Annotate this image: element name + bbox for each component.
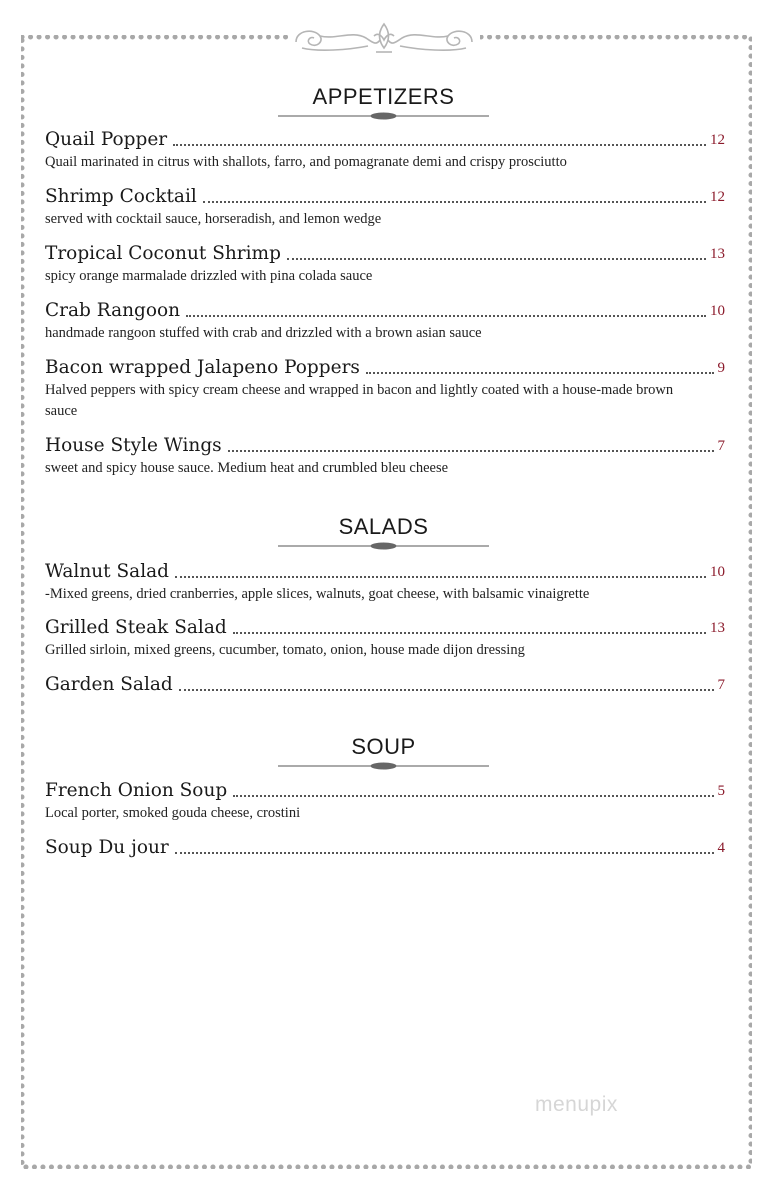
- item-price: 4: [717, 840, 725, 856]
- menu-item: [45, 673, 725, 697]
- item-name: Quail Popper: [45, 129, 168, 150]
- item-name: Garden Salad: [45, 674, 173, 695]
- item-price: 12: [710, 132, 725, 148]
- item-price: 7: [717, 677, 725, 693]
- dot-leader: [287, 258, 706, 260]
- menu-item: [45, 779, 725, 824]
- item-price: 5: [717, 783, 725, 799]
- dot-leader: [173, 144, 706, 146]
- item-name: Grilled Steak Salad: [45, 617, 227, 638]
- dot-leader: [175, 852, 714, 854]
- item-description: -Mixed greens, dried cranberries, apple slices, walnuts, goat cheese, with balsamic vinaigrette: [45, 586, 590, 602]
- menu-item: [45, 299, 725, 344]
- dot-leader: [366, 372, 714, 374]
- dot-leader: [179, 689, 714, 691]
- section-title-salads: SALADS: [338, 514, 429, 539]
- dot-leader: [203, 201, 706, 203]
- section-divider-ornament: [278, 111, 489, 121]
- item-name: Soup Du jour: [45, 837, 169, 858]
- item-price: 12: [710, 189, 725, 205]
- item-description: spicy orange marmalade drizzled with pina colada sauce: [45, 268, 373, 284]
- item-description: Local porter, smoked gouda cheese, crostini: [45, 805, 301, 821]
- item-price: 13: [710, 246, 725, 262]
- dot-leader: [228, 450, 714, 452]
- menu-item: [45, 434, 725, 479]
- item-price: 7: [717, 438, 725, 454]
- item-description: sweet and spicy house sauce. Medium heat and crumbled bleu cheese: [45, 460, 449, 476]
- dot-leader: [233, 632, 706, 634]
- item-description: Halved peppers with spicy cream cheese and wrapped in bacon and lightly coated with a house-made brown sauce: [45, 382, 674, 419]
- section-divider-ornament: [278, 761, 489, 771]
- menu-item: [45, 185, 725, 230]
- section-divider-ornament: [278, 541, 489, 551]
- item-description: handmade rangoon stuffed with crab and drizzled with a brown asian sauce: [45, 325, 482, 341]
- item-name: Crab Rangoon: [45, 300, 181, 321]
- menu-item: [45, 356, 725, 422]
- section-title-soup: SOUP: [351, 734, 416, 759]
- item-price: 10: [710, 564, 725, 580]
- item-name: House Style Wings: [45, 435, 222, 456]
- item-description: served with cocktail sauce, horseradish, and lemon wedge: [45, 211, 382, 227]
- decorative-scroll-ornament: [288, 16, 480, 60]
- menu-item: [45, 128, 725, 173]
- item-name: Walnut Salad: [45, 561, 169, 582]
- item-name: French Onion Soup: [45, 780, 228, 801]
- menu-item: [45, 242, 725, 287]
- item-price: 13: [710, 620, 725, 636]
- item-price: 10: [710, 303, 725, 319]
- menu-item: [45, 836, 725, 860]
- item-description: Grilled sirloin, mixed greens, cucumber, tomato, onion, house made dijon dressing: [45, 642, 525, 658]
- section-title-appetizers: APPETIZERS: [312, 84, 455, 109]
- item-name: Bacon wrapped Jalapeno Poppers: [45, 357, 360, 378]
- menu-item: [45, 560, 725, 605]
- dot-leader: [186, 315, 706, 317]
- dot-leader: [233, 795, 713, 797]
- menu-item: [45, 616, 725, 661]
- item-name: Shrimp Cocktail: [45, 186, 197, 207]
- dot-leader: [175, 576, 706, 578]
- item-name: Tropical Coconut Shrimp: [45, 243, 281, 264]
- watermark-logo: menupix: [535, 1093, 618, 1116]
- item-description: Quail marinated in citrus with shallots, farro, and pomagranate demi and crispy prosciutto: [45, 154, 567, 170]
- item-price: 9: [717, 360, 725, 376]
